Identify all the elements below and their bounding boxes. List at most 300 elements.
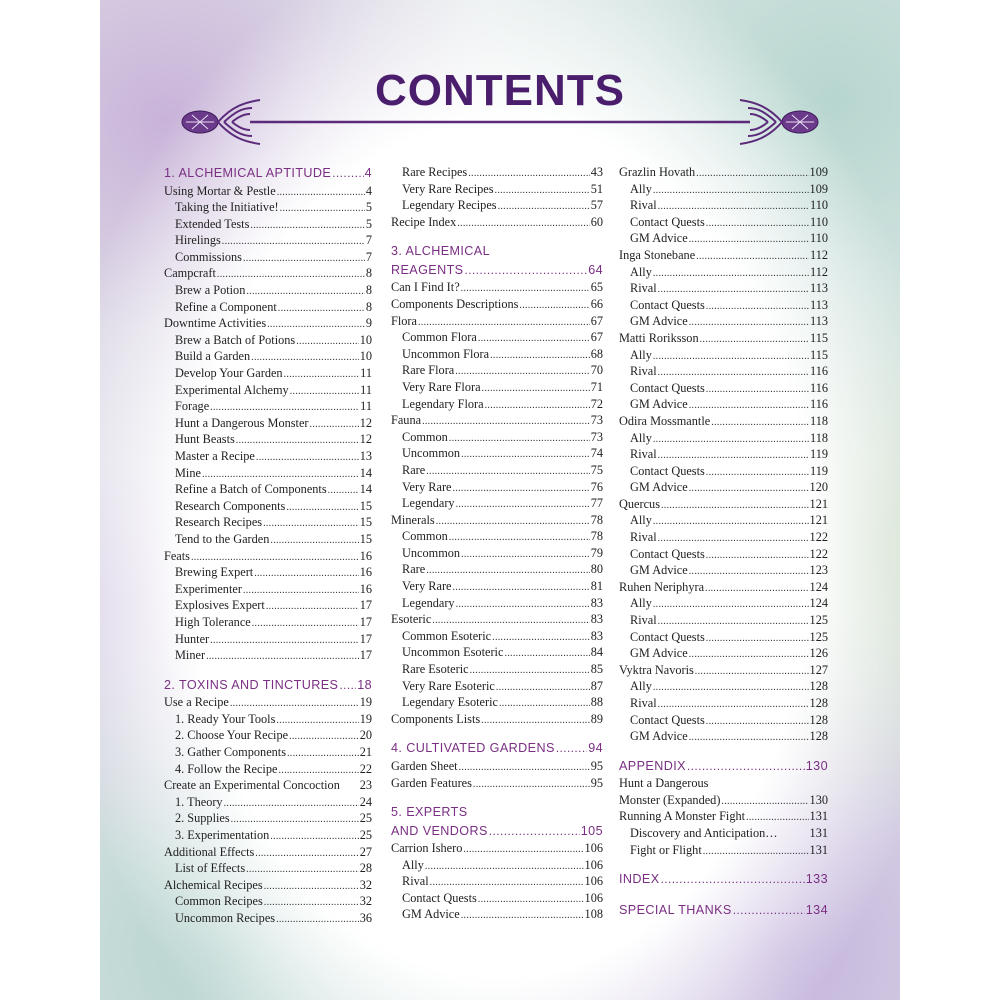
toc-subentry[interactable] [391, 595, 603, 612]
toc-entry-label: Ally [630, 679, 652, 694]
toc-subentry[interactable] [619, 842, 828, 859]
dot-leader [463, 842, 583, 859]
toc-chapter-heading[interactable] [164, 676, 372, 695]
toc-entry[interactable] [391, 758, 603, 775]
toc-page-number: 10 [359, 332, 372, 347]
dot-leader [278, 301, 365, 318]
toc-page-number: 112 [810, 264, 828, 279]
toc-entry-label: Research Components [175, 498, 286, 513]
toc-entry-label: Build a Garden [175, 349, 251, 364]
toc-entry-label: INDEX [619, 872, 660, 887]
toc-entry-label: Contact Quests [630, 546, 705, 561]
dot-leader [254, 566, 359, 583]
toc-page-number: 67 [590, 313, 603, 328]
toc-subentry[interactable] [164, 448, 372, 465]
toc-entry[interactable] [619, 662, 828, 679]
toc-entry-label: Garden Features [391, 775, 472, 790]
toc-subentry[interactable] [619, 297, 828, 314]
toc-subentry[interactable] [391, 164, 603, 181]
toc-entry-label: Additional Effects [164, 844, 255, 859]
toc-entry-label: Rival [630, 364, 657, 379]
toc-subentry[interactable] [619, 264, 828, 281]
toc-chapter-heading[interactable] [619, 757, 828, 776]
toc-entry-label: AND VENDORS [391, 823, 488, 838]
toc-entry[interactable] [164, 265, 372, 282]
dot-leader [328, 483, 359, 500]
dot-leader [277, 185, 365, 202]
toc-subentry[interactable] [619, 197, 828, 214]
toc-subentry[interactable] [164, 299, 372, 316]
toc-entry-label: Downtime Activities [164, 316, 267, 331]
toc-entry[interactable] [164, 315, 372, 332]
toc-subentry[interactable] [164, 398, 372, 415]
toc-entry-label: Matti Roriksson [619, 330, 699, 345]
toc-entry-label: Create an Experimental Concoction [164, 778, 340, 793]
toc-subentry[interactable] [619, 512, 828, 529]
toc-page-number: 75 [590, 462, 603, 477]
toc-entry-label: 2. TOXINS AND TINCTURES [164, 677, 339, 692]
toc-page-number: 81 [590, 579, 603, 594]
dot-leader [689, 481, 809, 498]
toc-subentry[interactable] [164, 332, 372, 349]
toc-entry[interactable] [164, 777, 372, 794]
toc-subentry[interactable] [619, 595, 828, 612]
toc-entry[interactable] [619, 164, 828, 181]
toc-entry-label: Research Recipes [175, 515, 263, 530]
toc-entry-label: Common Recipes [175, 894, 263, 909]
toc-entry-label: GM Advice [630, 729, 688, 744]
dot-leader [436, 514, 590, 531]
toc-subentry[interactable] [391, 197, 603, 214]
toc-entry-label: Rival [630, 447, 657, 462]
toc-page-number: 21 [359, 745, 372, 759]
toc-entry-label: Miner [175, 648, 206, 663]
toc-subentry[interactable] [619, 825, 828, 842]
toc-subentry[interactable] [164, 581, 372, 598]
toc-entry-label: Uncommon Recipes [175, 910, 276, 925]
toc-page-number: 122 [809, 530, 828, 545]
toc-entry-label: Quercus [619, 496, 660, 511]
toc-entry-label: Very Rare [402, 579, 452, 594]
dot-leader [661, 870, 805, 889]
dot-leader [706, 465, 809, 482]
toc-entry-label: 2. Supplies [175, 811, 230, 826]
toc-entry-label: Refine a Component [175, 299, 277, 314]
dot-leader [689, 564, 809, 581]
toc-subentry[interactable] [619, 363, 828, 380]
toc-subentry[interactable] [164, 860, 372, 877]
toc-subentry[interactable] [164, 564, 372, 581]
toc-subentry[interactable] [164, 794, 372, 811]
toc-subentry[interactable] [164, 711, 372, 728]
toc-subentry[interactable] [391, 495, 603, 512]
toc-subentry[interactable] [164, 348, 372, 365]
toc-page-number: 67 [590, 330, 603, 345]
toc-page-number: 116 [810, 397, 828, 412]
toc-page-number: 64 [588, 262, 603, 277]
toc-entry-label: GM Advice [630, 314, 688, 329]
toc-page-number: 4 [364, 166, 372, 180]
toc-page-number: 106 [584, 874, 603, 889]
toc-entry-label: Inga Stonebane [619, 247, 696, 262]
toc-subentry[interactable] [391, 462, 603, 479]
toc-entry-label: Brew a Batch of Potions [175, 332, 296, 347]
toc-subentry[interactable] [619, 712, 828, 729]
toc-subentry[interactable] [391, 346, 603, 363]
toc-chapter-heading[interactable] [391, 803, 603, 822]
toc-page-number: 127 [809, 662, 828, 677]
toc-entry[interactable] [164, 844, 372, 861]
toc-page-number: 25 [359, 811, 372, 826]
toc-entry-label: Hunt Beasts [175, 432, 235, 447]
toc-subentry[interactable] [391, 445, 603, 462]
toc-subentry[interactable] [391, 661, 603, 678]
toc-subentry[interactable] [391, 890, 603, 907]
toc-entry[interactable] [391, 214, 603, 231]
toc-subentry[interactable] [619, 181, 828, 198]
toc-page-number: 128 [809, 729, 828, 744]
dot-leader [339, 676, 356, 695]
toc-subentry[interactable] [619, 529, 828, 546]
toc-page-number: 73 [590, 429, 603, 444]
toc-subentry[interactable] [391, 396, 603, 413]
toc-subentry[interactable] [619, 479, 828, 496]
pinecone-arrow-flourish-icon [182, 100, 260, 144]
toc-page-number: 36 [359, 910, 372, 925]
toc-subentry[interactable] [164, 597, 372, 614]
toc-subentry[interactable] [164, 365, 372, 382]
dot-leader [653, 597, 809, 614]
toc-page-number: 66 [590, 296, 603, 311]
toc-page-number: 110 [810, 198, 828, 213]
toc-subentry[interactable] [619, 562, 828, 579]
toc-entry-label: Ally [630, 181, 652, 196]
dot-leader [210, 633, 359, 650]
toc-subentry[interactable] [164, 910, 372, 927]
toc-subentry[interactable] [164, 481, 372, 498]
toc-entry[interactable] [619, 330, 828, 347]
toc-subentry[interactable] [164, 431, 372, 448]
toc-subentry[interactable] [619, 446, 828, 463]
toc-subentry[interactable] [619, 396, 828, 413]
toc-chapter-heading[interactable] [619, 870, 828, 889]
dot-leader [689, 315, 809, 332]
toc-subentry[interactable] [164, 827, 372, 844]
toc-subentry[interactable] [164, 631, 372, 648]
toc-page-number: 88 [590, 695, 603, 710]
toc-page-number: 4 [365, 183, 372, 198]
dot-leader [687, 757, 805, 776]
toc-entry-label: Monster (Expanded) [619, 792, 721, 807]
toc-column-2 [391, 164, 603, 923]
toc-subentry[interactable] [391, 578, 603, 595]
toc-entry-label: Very Rare Recipes [402, 181, 494, 196]
toc-page-number: 12 [359, 432, 372, 447]
toc-page-number: 108 [584, 907, 603, 922]
toc-subentry[interactable] [391, 479, 603, 496]
dot-leader [504, 646, 589, 663]
dot-leader [286, 500, 358, 517]
toc-subentry[interactable] [391, 644, 603, 661]
toc-entry-label: 4. CULTIVATED GARDENS [391, 741, 555, 756]
dot-leader [700, 332, 809, 349]
toc-page-number: 17 [359, 614, 372, 629]
toc-entry-label: Legendary [402, 496, 455, 511]
toc-entry[interactable] [619, 247, 828, 264]
dot-leader [255, 846, 358, 863]
toc-page-number: 95 [590, 775, 603, 790]
toc-subentry[interactable] [619, 645, 828, 662]
toc-page-number: 110 [810, 231, 828, 246]
toc-subentry[interactable] [164, 727, 372, 744]
toc-subentry[interactable] [164, 614, 372, 631]
toc-subentry[interactable] [164, 893, 372, 910]
toc-subentry[interactable] [164, 810, 372, 827]
pinecone-arrow-flourish-icon [740, 100, 818, 144]
dot-leader [695, 664, 809, 681]
toc-page-number: 131 [809, 842, 828, 857]
toc-page-number: 109 [809, 181, 828, 196]
toc-subentry[interactable] [164, 199, 372, 216]
toc-subentry[interactable] [619, 280, 828, 297]
toc-entry-label: Experimenter [175, 581, 242, 596]
toc-page-number: 124 [809, 579, 828, 594]
toc-entry-label: Commissions [175, 249, 242, 264]
toc-entry-label: Legendary Esoteric [402, 695, 498, 710]
dot-leader [276, 912, 359, 929]
dot-leader [264, 895, 359, 912]
toc-subentry[interactable] [391, 329, 603, 346]
dot-leader [481, 713, 590, 730]
toc-entry[interactable] [619, 579, 828, 596]
toc-page-number: 130 [805, 758, 828, 773]
toc-entry[interactable] [391, 840, 603, 857]
toc-page-number: 122 [809, 546, 828, 561]
toc-entry[interactable] [619, 413, 828, 430]
toc-entry-label: Ruhen Neriphyra [619, 579, 705, 594]
toc-page-number: 128 [809, 679, 828, 694]
toc-subentry[interactable] [619, 230, 828, 247]
toc-subentry[interactable] [391, 528, 603, 545]
toc-entry-label: Fauna [391, 413, 422, 428]
toc-chapter-heading[interactable] [164, 164, 372, 183]
toc-subentry[interactable] [391, 181, 603, 198]
toc-entry[interactable] [619, 775, 828, 792]
dot-leader [276, 713, 358, 730]
toc-subentry[interactable] [164, 249, 372, 266]
dot-leader [482, 381, 590, 398]
toc-subentry[interactable] [619, 612, 828, 629]
toc-subentry[interactable] [619, 214, 828, 231]
toc-subentry[interactable] [619, 695, 828, 712]
toc-column-3 [619, 164, 828, 919]
toc-entry-label: Alchemical Recipes [164, 877, 263, 892]
dot-leader [264, 879, 359, 896]
toc-page-number: 128 [809, 712, 828, 727]
toc-page-number: 22 [359, 761, 372, 776]
toc-subentry[interactable] [164, 498, 372, 515]
toc-entry-label: Rival [402, 874, 429, 889]
toc-entry-label: Uncommon [402, 545, 461, 560]
toc-page-number: 125 [809, 613, 828, 628]
toc-page-number: 18 [357, 677, 372, 692]
dot-leader [653, 183, 809, 200]
toc-subentry[interactable] [391, 628, 603, 645]
toc-page-number: 9 [365, 316, 372, 331]
toc-subentry[interactable] [164, 382, 372, 399]
toc-chapter-heading[interactable] [391, 739, 603, 758]
toc-entry[interactable] [391, 775, 603, 792]
toc-subentry[interactable] [619, 430, 828, 447]
toc-entry-label: GM Advice [630, 563, 688, 578]
toc-entry[interactable] [164, 694, 372, 711]
toc-subentry[interactable] [391, 857, 603, 874]
toc-entry[interactable] [164, 877, 372, 894]
toc-entry[interactable] [619, 808, 828, 825]
toc-subentry[interactable] [164, 761, 372, 778]
toc-chapter-heading[interactable] [391, 242, 603, 261]
toc-subentry[interactable] [619, 629, 828, 646]
toc-entry-label: Uncommon Flora [402, 346, 490, 361]
toc-entry-label: Contact Quests [630, 463, 705, 478]
dot-leader [456, 597, 590, 614]
toc-page-number: 7 [365, 233, 372, 248]
dot-leader [703, 844, 809, 861]
toc-subentry[interactable] [391, 429, 603, 446]
toc-entry-label: Can I Find It? [391, 280, 460, 295]
toc-subentry[interactable] [619, 380, 828, 397]
toc-entry-label: Legendary Recipes [402, 198, 497, 213]
toc-subentry[interactable] [164, 282, 372, 299]
dot-leader [499, 696, 590, 713]
toc-subentry[interactable] [164, 531, 372, 548]
toc-subentry[interactable] [391, 873, 603, 890]
toc-chapter-heading[interactable] [391, 822, 603, 841]
toc-subentry[interactable] [391, 906, 603, 923]
toc-page-number: 71 [590, 379, 603, 394]
toc-page-number: 79 [590, 545, 603, 560]
toc-page-number: 8 [365, 299, 372, 314]
toc-entry[interactable] [391, 611, 603, 628]
toc-page-number: 106 [584, 841, 603, 856]
toc-subentry[interactable] [164, 465, 372, 482]
toc-entry-label: GM Advice [630, 480, 688, 495]
dot-leader [495, 183, 590, 200]
toc-page-number: 73 [590, 413, 603, 428]
toc-subentry[interactable] [391, 678, 603, 695]
dot-leader [706, 548, 809, 565]
toc-subentry[interactable] [619, 347, 828, 364]
toc-entry-label: List of Effects [175, 861, 246, 876]
toc-page-number: 105 [580, 823, 603, 838]
toc-page-number: 5 [365, 216, 372, 231]
dot-leader [653, 349, 809, 366]
toc-entry-label: Components Lists [391, 711, 481, 726]
toc-subentry[interactable] [619, 678, 828, 695]
dot-leader [461, 447, 590, 464]
toc-subentry[interactable] [391, 694, 603, 711]
toc-page-number: 27 [359, 844, 372, 859]
toc-entry[interactable] [619, 496, 828, 513]
toc-subentry[interactable] [619, 728, 828, 745]
dot-leader [246, 862, 359, 879]
toc-chapter-heading[interactable] [619, 901, 828, 920]
toc-subentry[interactable] [619, 463, 828, 480]
toc-entry[interactable] [391, 512, 603, 529]
toc-page-number: 13 [359, 449, 372, 463]
toc-subentry[interactable] [391, 362, 603, 379]
toc-subentry[interactable] [164, 216, 372, 233]
toc-entry-label: Fight or Flight [630, 842, 702, 857]
toc-entry-label: 1. Theory [175, 794, 223, 809]
dot-leader [653, 432, 809, 449]
toc-entry[interactable] [619, 792, 828, 809]
toc-page-number: 14 [359, 482, 372, 497]
toc-subentry[interactable] [164, 232, 372, 249]
toc-page-number: 20 [359, 728, 372, 743]
dot-leader [706, 631, 809, 648]
dot-leader [206, 649, 359, 666]
toc-entry[interactable] [164, 183, 372, 200]
toc-page-number: 130 [809, 792, 828, 807]
title-ornament [180, 92, 820, 152]
toc-subentry[interactable] [619, 313, 828, 330]
toc-subentry[interactable] [164, 744, 372, 761]
toc-entry-label: Refine a Batch of Components [175, 482, 327, 497]
toc-entry-label: APPENDIX [619, 758, 686, 773]
toc-subentry[interactable] [619, 546, 828, 563]
toc-subentry[interactable] [164, 647, 372, 664]
dot-leader [478, 892, 584, 909]
toc-page-number: 8 [365, 283, 372, 298]
toc-subentry[interactable] [391, 561, 603, 578]
toc-page-number: 85 [590, 662, 603, 677]
toc-page-number: 121 [809, 513, 828, 528]
toc-entry[interactable] [391, 296, 603, 313]
toc-entry-label: Ally [630, 347, 652, 362]
toc-entry-label: Hirelings [175, 233, 221, 248]
toc-chapter-heading[interactable] [391, 261, 603, 280]
toc-page-number: 118 [810, 413, 828, 428]
toc-entry[interactable] [391, 412, 603, 429]
dot-leader [498, 199, 590, 216]
toc-entry-label: Contact Quests [402, 890, 477, 905]
dot-leader [243, 251, 365, 268]
toc-entry-label: REAGENTS [391, 262, 464, 277]
toc-entry[interactable] [391, 279, 603, 296]
toc-subentry[interactable] [391, 545, 603, 562]
dot-leader [706, 299, 809, 316]
toc-page-number: 57 [590, 198, 603, 213]
toc-entry[interactable] [391, 711, 603, 728]
toc-entry-label: 3. Experimentation [175, 827, 270, 842]
toc-page-number: 17 [359, 648, 372, 663]
toc-page-number: 95 [590, 758, 603, 773]
toc-entry-label: GM Advice [630, 231, 688, 246]
toc-subentry[interactable] [164, 514, 372, 531]
toc-entry-label: Rare [402, 462, 426, 477]
toc-page-number: 76 [590, 479, 603, 494]
toc-entry-label: Vyktra Navoris [619, 662, 694, 677]
toc-subentry[interactable] [391, 379, 603, 396]
toc-page-number: 23 [359, 778, 372, 793]
toc-subentry[interactable] [164, 415, 372, 432]
toc-page-number: 7 [365, 249, 372, 264]
toc-entry[interactable] [391, 313, 603, 330]
toc-entry[interactable] [164, 548, 372, 565]
toc-entry-label: Discovery and Anticipation… [630, 826, 778, 841]
toc-entry-label: Ally [402, 857, 424, 872]
